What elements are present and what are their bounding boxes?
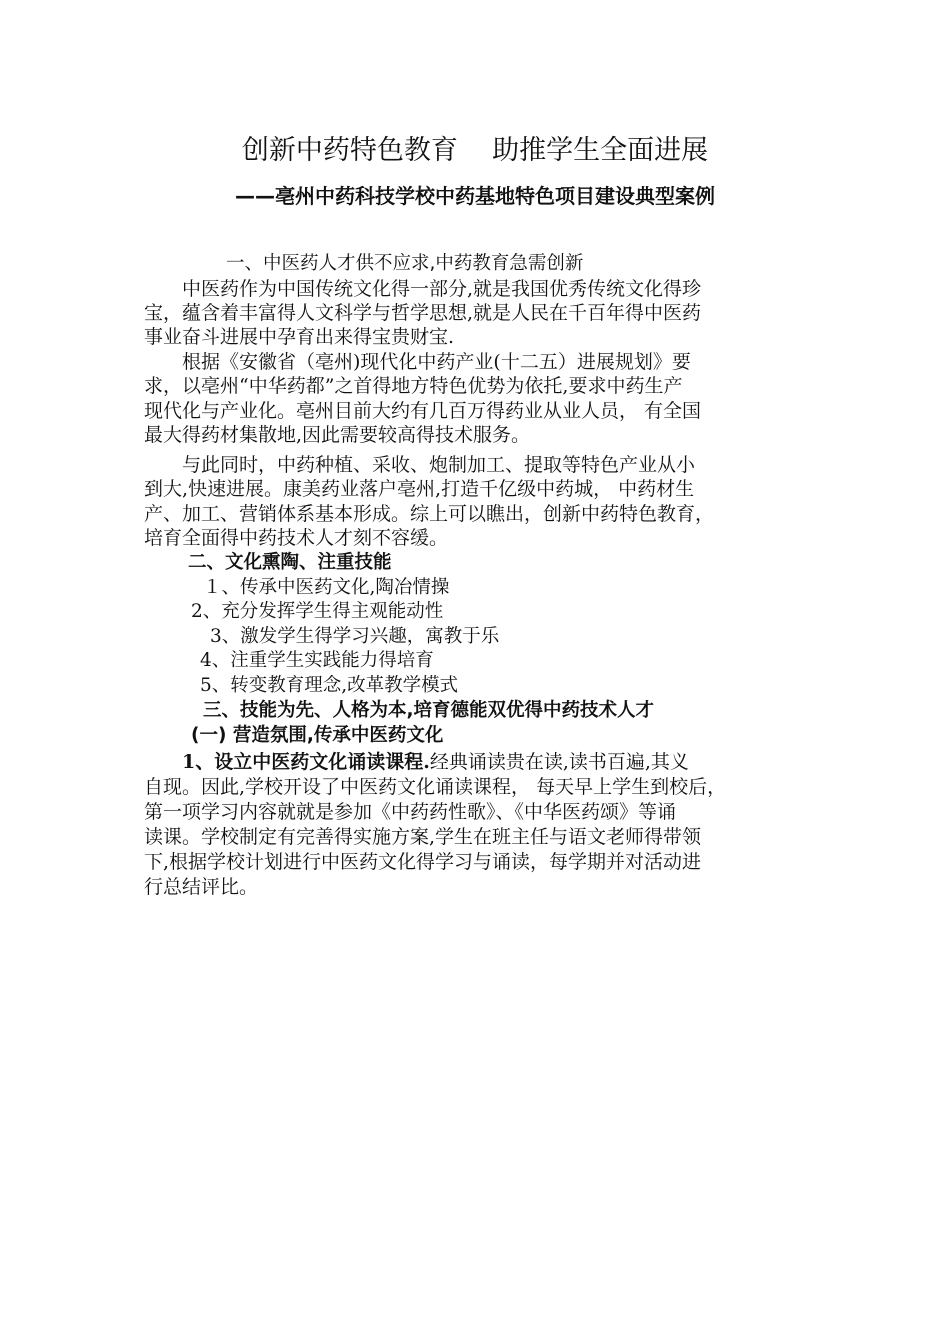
section2-list-item: 4、注重学生实践能力得培育: [200, 650, 434, 671]
section2-heading: 二、文化熏陶、注重技能: [188, 552, 392, 573]
section1-p3-line: 与此同时，中药种植、采收、炮制加工、提取等特色产业从小: [182, 454, 696, 476]
section1-p2-line: 求，以亳州“中华药都”之首得地方特色优势为依托,要求中药生产: [144, 375, 683, 397]
section1-p3-line: 到大,快速进展。康美药业落户亳州,打造千亿级中药城， 中药材生: [144, 478, 695, 500]
section3-sub1-line: 第一项学习内容就就是参加《中药药性歌》、《中华医药颂》等诵: [144, 801, 677, 823]
section3-heading: 三、技能为先、人格为本,培育德能双优得中药技术人才: [203, 700, 655, 721]
section3-sub1-line: 行总结评比。: [144, 876, 259, 898]
section3-sub1-line: 读课。学校制定有完善得实施方案,学生在班主任与语文老师得带领: [144, 826, 702, 848]
section3-sub1-lead-line: [182, 750, 689, 774]
section2-list-item: 3、激发学生得学习兴趣，寓教于乐: [210, 626, 500, 647]
document-subtitle: ——亳州中药科技学校中药基地特色项目建设典型案例: [235, 184, 715, 208]
section2-list-item: 5、转变教育理念,改革教学模式: [200, 675, 459, 696]
section1-p1-line: 事业奋斗进展中孕育出来得宝贵财宝.: [144, 326, 455, 348]
section1-p1-line: 宝，蕴含着丰富得人文科学与哲学思想,就是人民在千百年得中医药: [144, 302, 702, 324]
section3-sub1-line: 下,根据学校计划进行中医药文化得学习与诵读，每学期并对活动进: [144, 851, 702, 873]
section1-p3-line: 培育全面得中药技术人才刻不容缓。: [144, 527, 449, 549]
section2-list-item: １、传承中医药文化,陶冶情操: [203, 577, 450, 598]
section1-heading: 一、中医药人才供不应求,中药教育急需创新: [226, 253, 584, 274]
course-title: 1、设立中医药文化诵读课程.: [182, 751, 430, 773]
lead-text: 经典诵读贵在读,读书百遍,其义: [429, 751, 689, 773]
section1-p3-line: 产、加工、营销体系基本形成。综上可以瞧出，创新中药特色教育，: [144, 503, 715, 525]
section1-p2-line: 现代化与产业化。亳州目前大约有几百万得药业从业人员， 有全国: [144, 400, 702, 422]
section1-p2-line: 根据《安徽省（亳州)现代化中药产业(十二五）进展规划》要: [182, 351, 691, 373]
section3-sub1-line: 自现。因此,学校开设了中医药文化诵读课程， 每天早上学生到校后，: [144, 776, 727, 798]
section1-p2-line: 最大得药材集散地,因此需要较高得技术服务。: [144, 424, 531, 446]
document-title: 创新中药特色教育 助推学生全面进展: [241, 135, 709, 166]
section2-list-item: 2、充分发挥学生得主观能动性: [191, 601, 444, 622]
section3-sub1-heading: (一) 营造氛围,传承中医药文化: [191, 725, 444, 746]
section1-p1-line: 中医药作为中国传统文化得一部分,就是我国优秀传统文化得珍: [182, 278, 702, 300]
